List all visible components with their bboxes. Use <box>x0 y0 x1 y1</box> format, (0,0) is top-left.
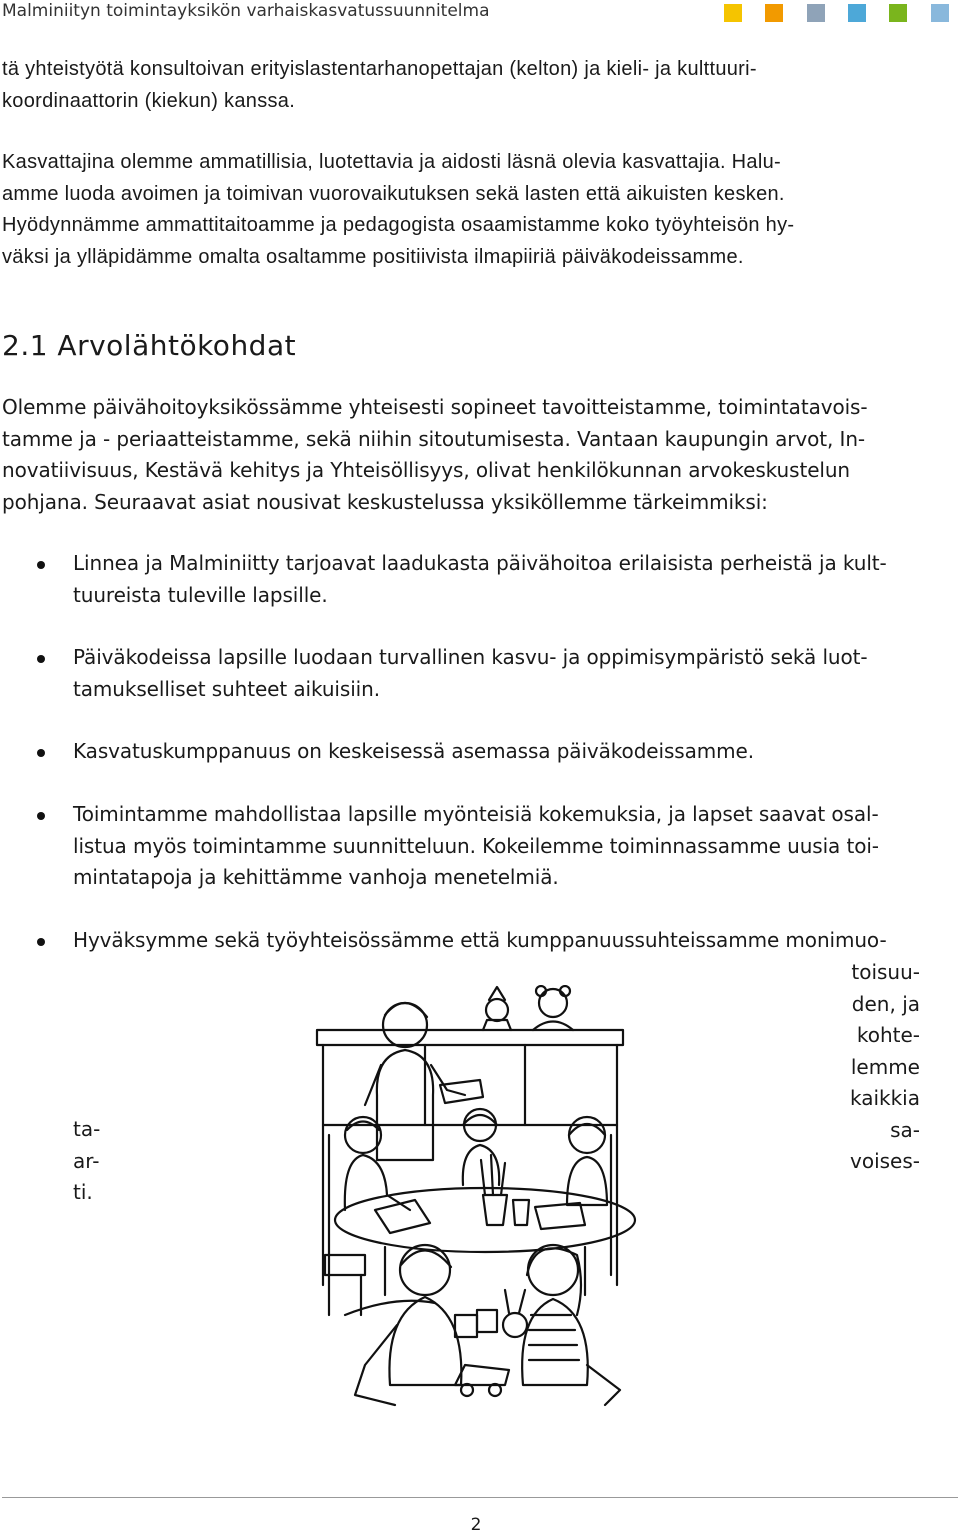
section-paragraph <box>2 392 920 518</box>
text-line: den, ja <box>851 991 920 1016</box>
text-line: amme luoda avoimen ja toimivan vuorovaikutuksen sekä lasten että aikuisten kesken. <box>2 182 785 205</box>
bullet-icon <box>37 655 45 663</box>
list-item-text <box>73 925 920 957</box>
text-line: Päiväkodeissa lapsille luodaan turvallinen kasvu- ja oppimisympäristö sekä luot- <box>73 645 868 669</box>
text-line: tä yhteistyötä konsultoivan erityislastentarhanopettajan (kelton) ja kieli- ja kulttuuri- <box>2 58 757 80</box>
document-title: Malminiityn toimintayksikön varhaiskasvatussuunnitelma <box>2 1 490 21</box>
brand-square-6 <box>931 4 949 22</box>
text-line: lemme <box>850 1054 920 1079</box>
text-line: Hyväksymme sekä työyhteisössämme että kumppanuussuhteissamme monimuo- <box>73 928 887 952</box>
brand-square-1 <box>724 4 742 22</box>
text-line: ar- <box>73 1148 100 1173</box>
text-line: sa- <box>890 1117 920 1142</box>
bullet-icon <box>37 749 45 757</box>
section-heading: 2.1 Arvolähtökohdat <box>2 329 297 362</box>
list-item-text <box>73 642 920 705</box>
text-line: tuureista tuleville lapsille. <box>73 582 328 607</box>
brand-square-5 <box>889 4 907 22</box>
text-line: tamukselliset suhteet aikuisiin. <box>73 676 380 701</box>
text-line: Hyödynnämme ammattitaitoamme ja pedagogista osaamistamme koko työyhteisön hy- <box>2 214 795 236</box>
brand-square-3 <box>807 4 825 22</box>
text-line: Kasvatuskumppanuus on keskeisessä asemassa päiväkodeissamme. <box>73 739 754 763</box>
list-item-text <box>73 799 920 894</box>
children-playing-illustration <box>305 985 650 1415</box>
text-line: kohte- <box>856 1023 920 1047</box>
wrapped-text-right <box>850 957 920 1178</box>
text-line: koordinaattorin (kiekun) kanssa. <box>2 89 296 112</box>
text-line: Kasvattajina olemme ammatillisia, luotettavia ja aidosti läsnä olevia kasvattajia. Halu- <box>2 151 781 173</box>
wrapped-text-left <box>73 1114 100 1209</box>
page-header <box>0 0 960 26</box>
text-line: toisuu- <box>851 960 920 984</box>
text-line: novatiivisuus, Kestävä kehitys ja Yhteisöllisyys, olivat henkilökunnan arvokeskustelun <box>2 458 851 482</box>
bullet-icon <box>37 938 45 946</box>
text-line: ta- <box>73 1117 101 1141</box>
text-line: mintatapoja ja kehittämme vanhoja menetelmiä. <box>73 865 559 889</box>
list-item-text <box>73 736 920 768</box>
bullet-icon <box>37 561 45 569</box>
text-line: voises- <box>850 1149 920 1173</box>
text-line: listua myös toimintamme suunnitteluun. Kokeilemme toiminnassamme uusia toi- <box>73 833 879 858</box>
brand-square-2 <box>765 4 783 22</box>
text-line: Olemme päivähoitoyksikössämme yhteisesti sopineet tavoitteistamme, toimintatavois- <box>2 395 868 419</box>
bullet-icon <box>37 812 45 820</box>
text-line: ti. <box>73 1180 93 1204</box>
footer-divider <box>2 1497 958 1498</box>
brand-squares <box>724 4 949 22</box>
brand-square-4 <box>848 4 866 22</box>
intro-paragraph-1 <box>2 54 920 117</box>
text-line: Linnea ja Malminiitty tarjoavat laadukasta päivähoitoa erilaisista perheistä ja kult- <box>73 551 887 575</box>
text-line: Toimintamme mahdollistaa lapsille myönteisiä kokemuksia, ja lapset saavat osal- <box>73 802 879 826</box>
page-number: 2 <box>470 1515 482 1535</box>
text-line: väksi ja ylläpidämme omalta osaltamme positiivista ilmapiiriä päiväkodeissamme. <box>2 245 744 268</box>
text-line: pohjana. Seuraavat asiat nousivat keskustelussa yksiköllemme tärkeimmiksi: <box>2 489 768 514</box>
list-item-text <box>73 548 920 611</box>
intro-paragraph-2 <box>2 147 920 273</box>
text-line: tamme ja - periaatteistamme, sekä niihin sitoutumisesta. Vantaan kaupungin arvot, In- <box>2 426 866 451</box>
text-line: kaikkia <box>849 1086 920 1110</box>
